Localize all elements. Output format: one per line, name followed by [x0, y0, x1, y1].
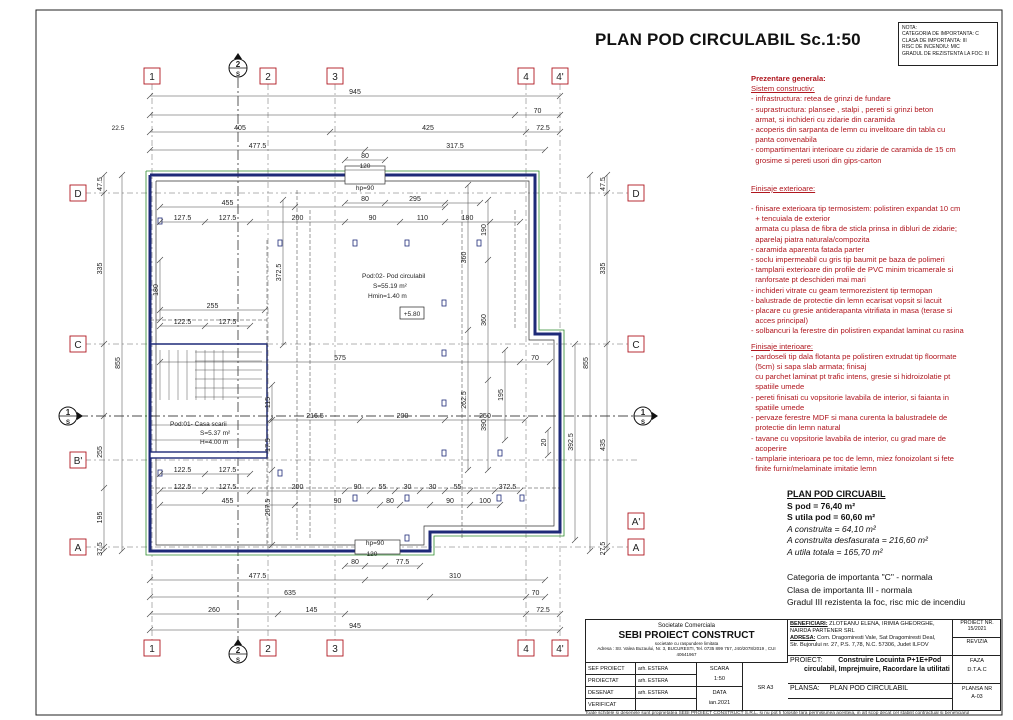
project-nr: 15/2021 — [967, 625, 987, 632]
dim-inner: 455 — [221, 498, 234, 505]
note-line: CATEGORIA DE IMPORTANTA: C — [902, 31, 979, 38]
dim-inner: 127.5 — [173, 215, 192, 222]
int-item: spatiile umede — [751, 382, 805, 392]
int-finish-list — [751, 352, 986, 474]
role-name: arh. ESTERA — [636, 663, 696, 675]
dim-left: 195 — [97, 511, 104, 524]
sistem-item: grosime si pereti usori din gips-carton — [751, 155, 882, 165]
column-marker — [477, 240, 481, 246]
room-height: Hmin=1.40 m — [368, 293, 407, 300]
specs-heading: Prezentare generala: — [751, 74, 826, 83]
dim-bottom: 80 — [351, 559, 359, 566]
project-nr-cell: PROIECT NR. 15/2021 — [952, 620, 1001, 638]
a-utila: A utila totala = 165,70 m² — [787, 546, 883, 557]
scale: 1:50 — [714, 676, 725, 682]
dim-bottom: 260 — [208, 607, 220, 614]
dim-left: 335 — [97, 262, 104, 275]
section-label: 1 — [640, 408, 646, 417]
column-marker — [497, 495, 501, 501]
sistem-list — [751, 94, 986, 165]
format-cell — [742, 663, 788, 711]
int-item: spatiile umede — [751, 402, 805, 412]
title-block — [585, 619, 1001, 711]
dim-inner: 90 — [446, 498, 454, 505]
dim-inner: 390 — [481, 419, 488, 431]
dim-inner: 190 — [481, 224, 488, 236]
room-name: Pod:02- Pod circulabil — [362, 273, 426, 280]
dim-inner: 200 — [291, 215, 304, 222]
role-label: DESENAT — [586, 687, 636, 699]
window-height: hp=90 — [355, 185, 375, 192]
dim-inner: 207.5 — [265, 498, 272, 517]
class-line: Clasa de importanta III - normala — [787, 584, 913, 595]
company-address: Adresa : Str. Valea Buzaului, Nr. 3, BUCURESTI, Tel. 0735 899 757, J40/2078/2019 , CUI 40641967 — [597, 646, 776, 657]
dim-inner: 455 — [221, 200, 234, 207]
sistem-item: panta convenabila — [751, 135, 817, 145]
category-notes — [787, 571, 965, 609]
grid-col-label: 2 — [265, 72, 271, 83]
address-2: Str. Bujorului nr. 27, P.S. 7,78, N.C. 57306, Judet ILFOV — [790, 642, 929, 648]
grid-col-label: 3 — [332, 644, 338, 655]
s-pod: S pod = 76,40 m² — [787, 500, 856, 511]
column-marker — [353, 495, 357, 501]
dim-inner: 30 — [403, 484, 412, 491]
grid-row-label: A' — [631, 517, 641, 528]
grid-row-label: D — [632, 189, 640, 200]
ext-item: + tencuiala de exterior — [751, 214, 831, 224]
category-line: Categoria de importanta "C" - normala — [787, 572, 933, 582]
column-marker — [405, 495, 409, 501]
sistem-item: - acoperis din sarpanta de lemn cu invelitoare din tabla cu — [751, 125, 946, 135]
sistem-item: - infrastructura: retea de grinzi de fundare — [751, 94, 891, 104]
dim-top: 945 — [349, 89, 361, 96]
dim-inner: 90 — [333, 498, 342, 505]
dim-inner: 90 — [368, 215, 377, 222]
ext-item: ranforsate pt deschideri mai mari — [751, 275, 866, 285]
int-item: - pardoseli tip dala flotanta pe polistiren extrudat tip floormate — [751, 351, 957, 361]
a-desfasurata: A construita desfasurata = 216,60 m² — [787, 535, 928, 546]
dim-inner: 55 — [378, 484, 387, 491]
fire-line: Gradul III rezistenta la foc, risc mic de incendiu — [787, 597, 966, 607]
dim-bottom: 70 — [531, 590, 540, 597]
footer-note: Toate schitele si desenele sunt proprietatea SEBI PROIECT CONSTRUCT S.R.L. si nu pot fi folosite fara permisiunea acesteia, in alt scop decat cel stabilit contractual si beneficiarul — [585, 711, 970, 716]
role-label: VERIFICAT — [586, 699, 636, 711]
dim-right: 435 — [600, 439, 607, 451]
plansa-cell: PLANSA: PLAN POD CIRCULABIL — [788, 684, 952, 699]
role-label: SEF PROIECT — [586, 663, 636, 675]
section-label: 2 — [235, 646, 241, 655]
dim-inner: 127.5 — [218, 215, 237, 222]
section-arrow — [652, 412, 658, 420]
dim-inner: 90 — [353, 484, 362, 491]
grid-row-label: C — [74, 340, 82, 351]
format: SR A3 — [757, 685, 774, 691]
dim-inner: 80 — [386, 498, 394, 505]
dim-left: 47.5 — [97, 177, 104, 191]
ext-item: - tamplarii exterioare din profile de PVC minim tricamerale si — [751, 265, 954, 275]
dim-inner: 115 — [265, 396, 272, 409]
int-item: (5cm) si sapa slab armata; finisaj — [751, 362, 867, 372]
scale-cell: SCARA 1:50 — [696, 663, 742, 687]
column-marker — [405, 240, 409, 246]
dim-inner: 122.5 — [173, 484, 192, 491]
plansa-name: PLAN POD CIRCULABIL — [829, 685, 909, 692]
address: Com. Dragomiresti Vale, Sat Dragomiresti Deal, — [817, 635, 936, 641]
dim-inner: 250 — [479, 413, 491, 420]
column-marker — [442, 300, 446, 306]
company-cell — [586, 620, 788, 663]
ext-item: - placare cu gresie antiderapanta vitrifiata in masa (terase si — [751, 306, 953, 316]
ext-item: acces principal) — [751, 316, 808, 326]
dim-inner: 30 — [428, 484, 437, 491]
note-line: GRADUL DE REZISTENTA LA FOC: III — [902, 50, 989, 57]
area-summary — [787, 489, 977, 559]
dim-top: 425 — [422, 125, 434, 132]
dim-inner: 122.5 — [173, 467, 192, 474]
dim-inner: 360 — [461, 251, 468, 264]
room-area: S=55.19 m² — [373, 283, 407, 290]
dim-bottom: 120 — [366, 551, 378, 558]
date: ian.2021 — [708, 700, 731, 706]
dim-right: 47.5 — [600, 177, 607, 191]
phase: D.T.A.C — [967, 667, 987, 673]
plansa-nr: A-03 — [971, 694, 983, 700]
dim-bottom: 477.5 — [248, 573, 267, 580]
room-height: H=4.00 m — [200, 439, 229, 446]
ext-item: - solbancuri la ferestre din polistiren expandat laminat cu rasina — [751, 326, 964, 336]
role-name — [636, 699, 696, 711]
grid-col-label: 3 — [332, 72, 338, 83]
project-title-2: circulabil, Imprejmuire, Racordare la utilitati — [804, 665, 950, 673]
project-title: Construire Locuinta P+1E+Pod — [838, 657, 942, 664]
dim-inner: 180 — [461, 215, 474, 222]
section-arrow — [234, 53, 242, 59]
grid-col-label: 1 — [149, 644, 155, 655]
role-name: arh. ESTERA — [636, 687, 696, 699]
dim-inner: 255 — [206, 303, 219, 310]
column-marker — [520, 495, 524, 501]
dim-top: 72.5 — [536, 125, 550, 132]
sistem-title: Sistem constructiv: — [751, 84, 815, 94]
ext-item: - finisare exterioara tip termosistem: polistiren expandat 10 cm — [751, 204, 961, 214]
dim-inner: 200 — [291, 484, 304, 491]
ext-item: - caramida aparenta fatada parter — [751, 244, 865, 254]
drawing-title: PLAN POD CIRCULABIL Sc.1:50 — [595, 30, 861, 49]
beneficiary-cell: BENEFICIARI: ZLOTEANU ELENA, IRIMIA GHEORGHE, NAIRDA PARTENER SRL ADRESA: Com. Dragomiresti Vale, Sat Dragomiresti Deal, Str. Bujorului nr. 27, P.S. 7,78, N.C. 57306, Judet ILFOV — [788, 620, 952, 656]
column-marker — [353, 240, 357, 246]
dim-left: 855 — [115, 357, 122, 369]
int-item: cu parchet laminat pt trafic intens, gresie si hidroizolatie pt — [751, 372, 951, 382]
section-s: S — [235, 72, 241, 78]
role-label: PROIECTAT — [586, 675, 636, 687]
beneficiary-2: NAIRDA PARTENER SRL — [790, 628, 855, 634]
ext-finish-list — [751, 204, 986, 337]
dim-inner: 180 — [153, 284, 160, 296]
grid-row-label: C — [632, 340, 640, 351]
grid-row-label: A — [632, 543, 640, 554]
plansa-nr-cell: PLANSA NR A-03 — [952, 684, 1001, 711]
s-utila: S utila pod = 60,60 m² — [787, 512, 876, 523]
dim-inner: 372.5 — [498, 484, 517, 491]
wall-segment — [150, 452, 267, 458]
dim-top: 22.5 — [111, 125, 125, 132]
note-line: CLASA DE IMPORTANTA: III — [902, 37, 967, 44]
ext-title: Finisaje exterioare: — [751, 183, 816, 193]
column-marker — [405, 535, 409, 541]
dim-inner: 372.5 — [276, 263, 283, 282]
ext-item: - soclu impermeabil cu gris tip baumit pe baza de polimeri — [751, 255, 945, 265]
role-name: arh. ESTERA — [636, 675, 696, 687]
dim-inner: 127.5 — [218, 484, 237, 491]
dim-inner: 80 — [361, 196, 369, 203]
section-label: 1 — [65, 408, 71, 417]
dim-right: 27.5 — [600, 541, 607, 556]
dim-inner: 127.5 — [218, 319, 237, 326]
window-height: hp=90 — [365, 540, 385, 547]
int-item: - pervaze ferestre MDF si mana curenta la balustradele de — [751, 413, 948, 423]
dim-bottom: 635 — [284, 590, 296, 597]
dim-inner: 17.5 — [265, 438, 272, 452]
int-item: - tavane cu vopsitorie lavabila de interior, cu grad mare de — [751, 433, 947, 443]
beneficiary: ZLOTEANU ELENA, IRIMIA GHEORGHE, — [829, 621, 935, 627]
dim-inner: 360 — [481, 314, 488, 326]
room-name: Pod:01- Casa scarii — [170, 421, 227, 428]
dim-top: 405 — [234, 125, 246, 132]
grid-row-label: B' — [73, 456, 83, 467]
dim-left: 37.5 — [97, 542, 104, 556]
project-cell: PROIECT: Construire Locuinta P+1E+Pod circulabil, Imprejmuire, Racordare la utilitati — [788, 656, 952, 684]
sistem-item: armat, si inchideri cu zidarie din caramida — [751, 114, 895, 124]
dim-bottom: 145 — [305, 607, 318, 614]
company-sub: societate cu raspundere limitata — [654, 641, 719, 646]
dim-inner: 262.5 — [461, 391, 468, 409]
dim-bottom: 945 — [349, 623, 361, 630]
dim-right: 855 — [583, 357, 590, 369]
general-specs — [751, 74, 986, 474]
grid-col-label: 4 — [523, 644, 529, 655]
ext-item: - inchideri vitrate cu geam termorezistent tip termopan — [751, 285, 933, 295]
grid-col-label: 4' — [556, 72, 564, 83]
dim-top: 70 — [533, 108, 542, 115]
dim-inner: 55 — [453, 484, 462, 491]
column-marker — [442, 450, 446, 456]
dim-bottom: 72.5 — [536, 607, 550, 614]
date-cell: DATA ian.2021 — [696, 687, 742, 711]
dim-left: 255 — [97, 446, 104, 458]
grid-row-label: A — [74, 543, 82, 554]
dim-top: 317.5 — [446, 143, 464, 150]
int-item: finite furnir/melaminate imitatie lemn — [751, 464, 877, 474]
level-mark: +5.80 — [403, 311, 421, 318]
company-name: SEBI PROIECT CONSTRUCT — [618, 630, 755, 641]
int-title: Finisaje interioare: — [751, 341, 814, 351]
int-item: - pereti finisati cu vopsitorie lavabila de interior, si faianta in — [751, 392, 949, 402]
grid-col-label: 4' — [556, 644, 564, 655]
notes-box — [898, 22, 998, 66]
dim-inner: 216.5 — [306, 413, 324, 420]
column-marker — [498, 450, 502, 456]
a-construita: A construita = 64,10 m² — [787, 523, 876, 534]
dim-top: 477.5 — [248, 143, 267, 150]
int-item: acoperire — [751, 443, 787, 453]
section-s: S — [65, 420, 71, 426]
int-item: - tamplarie interioara pe toc de lemn, miez fonoizolant si fete — [751, 453, 955, 463]
column-marker — [278, 240, 282, 246]
dim-inner: 100 — [479, 498, 491, 505]
sistem-item: - compartimentari interioare cu zidarie de caramida de 15 cm — [751, 145, 956, 155]
dim-top: 80 — [361, 153, 369, 160]
company-top: Societate Comerciala — [657, 623, 716, 629]
grid-col-label: 1 — [149, 72, 155, 83]
dim-right: 335 — [600, 262, 607, 275]
area-heading: PLAN POD CIRCUABIL — [787, 489, 886, 499]
note-line: NOTA: — [902, 25, 917, 31]
section-label: 2 — [235, 60, 241, 69]
room-area: S=5.37 m² — [200, 430, 231, 437]
dim-inner: 122.5 — [173, 319, 192, 326]
sistem-item: - suprastructura: plansee , stalpi , pereti si grinzi beton — [751, 104, 934, 114]
dim-inner: 127.5 — [218, 467, 237, 474]
ext-item: armata cu plasa de fibra de sticla prinsa in dibluri de zidarie; — [751, 224, 957, 234]
dim-bottom: 310 — [449, 573, 461, 580]
grid-row-label: D — [74, 189, 82, 200]
section-s: S — [235, 658, 241, 664]
grid-col-label: 2 — [265, 644, 271, 655]
dim-top: 120 — [359, 163, 371, 170]
dim-inner: 110 — [416, 215, 429, 222]
dim-inner: 200 — [396, 413, 409, 420]
dim-inner: 195 — [498, 389, 505, 401]
column-marker — [442, 350, 446, 356]
dim-inner: 295 — [409, 196, 421, 203]
ext-item: aparelaj piatra naturala/compozita — [751, 234, 870, 244]
dim-inner: 70 — [531, 355, 539, 362]
dim-inner: 20 — [541, 438, 548, 447]
dim-bottom: 77.5 — [395, 559, 410, 566]
grid-col-label: 4 — [523, 72, 529, 83]
column-marker — [442, 400, 446, 406]
phase-cell: FAZA D.T.A.C — [952, 656, 1001, 684]
section-s: S — [640, 420, 646, 426]
column-marker — [278, 470, 282, 476]
revision-cell: REVIZIA — [952, 638, 1001, 656]
int-item: protectie din lemn natural — [751, 423, 841, 433]
dim-right: 392.5 — [568, 433, 575, 451]
note-line: RISC DE INCENDIU: MIC — [902, 44, 960, 51]
dim-inner: 575 — [334, 355, 346, 362]
ext-item: - balustrade de protectie din lemn ecarisat vopsit si lacuit — [751, 295, 942, 305]
